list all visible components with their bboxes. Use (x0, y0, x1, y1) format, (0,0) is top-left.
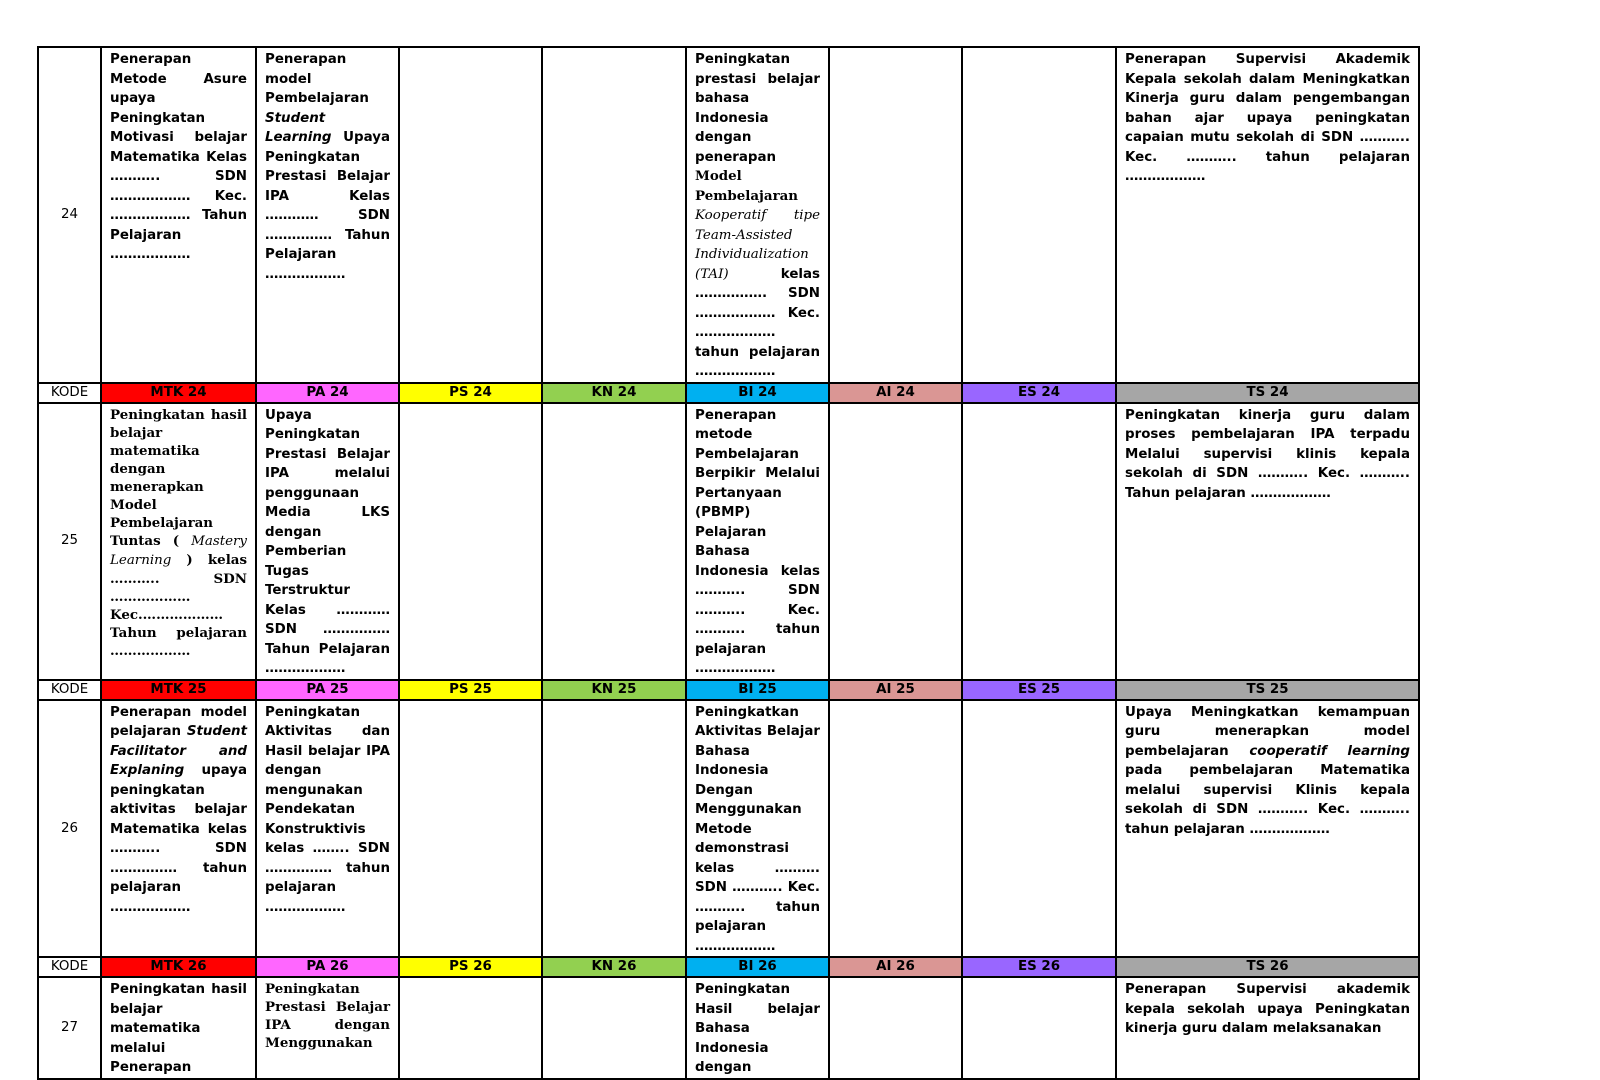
ai-topic (829, 977, 962, 1079)
bi-topic: Penerapan metode Pembelajaran Berpikir Melalui Pertanyaan (PBMP) Pelajaran Bahasa Indonesia kelas ……….. SDN ……….. Kec. ……….. tahun pelajaran ……………… (686, 403, 829, 680)
row-number: 24 (38, 47, 101, 383)
kode-row (38, 680, 1419, 700)
kn-topic (542, 403, 686, 680)
pa-topic: Peningkatan Aktivitas dan Hasil belajar IPA dengan mengunakan Pendekatan Konstruktivis kelas …….. SDN …………… tahun pelajaran ……………… (256, 700, 399, 958)
row-number: 27 (38, 977, 101, 1079)
ai-topic (829, 700, 962, 958)
ps-topic (399, 977, 542, 1079)
es-topic (962, 403, 1116, 680)
code-es: ES 24 (962, 383, 1116, 403)
code-mtk: MTK 25 (101, 680, 256, 700)
ai-topic (829, 403, 962, 680)
topic-row (38, 977, 1419, 1079)
kode-label: KODE (38, 680, 101, 700)
code-ts: TS 24 (1116, 383, 1419, 403)
mtk-topic: Penerapan model pelajaran Student Facilitator and Explaning upaya peningkatan aktivitas belajar Matematika kelas ……….. SDN …………… tahun pelajaran ……………… (101, 700, 256, 958)
topic-row (38, 700, 1419, 958)
code-kn: KN 24 (542, 383, 686, 403)
code-bi: BI 24 (686, 383, 829, 403)
topic-code-table (37, 46, 1420, 1080)
code-pa: PA 25 (256, 680, 399, 700)
code-kn: KN 26 (542, 957, 686, 977)
row-number: 26 (38, 700, 101, 958)
ts-topic: Peningkatan kinerja guru dalam proses pembelajaran IPA terpadu Melalui supervisi klinis kepala sekolah di SDN ……….. Kec. ……….. Tahun pelajaran ……………… (1116, 403, 1419, 680)
pa-topic: Upaya Peningkatan Prestasi Belajar IPA melalui penggunaan Media LKS dengan Pemberian Tugas Terstruktur Kelas ………… SDN …………… Tahun Pelajaran ……………… (256, 403, 399, 680)
kode-label: KODE (38, 383, 101, 403)
kode-label: KODE (38, 957, 101, 977)
bi-topic: Peningkatan Hasil belajar Bahasa Indonesia dengan (686, 977, 829, 1079)
kn-topic (542, 47, 686, 383)
bi-topic: Peningkatkan Aktivitas Belajar Bahasa Indonesia Dengan Menggunakan Metode demonstrasi kelas ………. SDN ……….. Kec. ……….. tahun pelajaran ……………… (686, 700, 829, 958)
kode-row (38, 383, 1419, 403)
kn-topic (542, 700, 686, 958)
ts-topic: Penerapan Supervisi akademik kepala sekolah upaya Peningkatan kinerja guru dalam melaksanakan (1116, 977, 1419, 1079)
code-ps: PS 25 (399, 680, 542, 700)
code-ts: TS 26 (1116, 957, 1419, 977)
ts-topic: Upaya Meningkatkan kemampuan guru menerapkan model pembelajaran cooperatif learning pada pembelajaran Matematika melalui supervisi Klinis kepala sekolah di SDN ……….. Kec. ……….. tahun pelajaran ……………… (1116, 700, 1419, 958)
code-ps: PS 24 (399, 383, 542, 403)
code-pa: PA 26 (256, 957, 399, 977)
code-bi: BI 25 (686, 680, 829, 700)
pa-topic: Penerapan model Pembelajaran Student Learning Upaya Peningkatan Prestasi Belajar IPA Kelas ………… SDN …………… Tahun Pelajaran ……………… (256, 47, 399, 383)
row-number: 25 (38, 403, 101, 680)
code-bi: BI 26 (686, 957, 829, 977)
code-ps: PS 26 (399, 957, 542, 977)
ps-topic (399, 403, 542, 680)
code-kn: KN 25 (542, 680, 686, 700)
kode-row (38, 957, 1419, 977)
topic-row (38, 47, 1419, 383)
code-ai: AI 26 (829, 957, 962, 977)
ts-topic: Penerapan Supervisi Akademik Kepala sekolah dalam Meningkatkan Kinerja guru dalam pengembangan bahan ajar upaya peningkatan capaian mutu sekolah di SDN ……….. Kec. ……….. tahun pelajaran ……………… (1116, 47, 1419, 383)
pa-topic: Peningkatan Prestasi Belajar IPA dengan Menggunakan (256, 977, 399, 1079)
code-mtk: MTK 26 (101, 957, 256, 977)
ps-topic (399, 700, 542, 958)
kn-topic (542, 977, 686, 1079)
code-ts: TS 25 (1116, 680, 1419, 700)
topic-row (38, 403, 1419, 680)
es-topic (962, 700, 1116, 958)
mtk-topic: Peningkatan hasil belajar matematika dengan menerapkan Model Pembelajaran Tuntas ( Mastery Learning ) kelas ……….. SDN ……………… Kec.……………… Tahun pelajaran ……………… (101, 403, 256, 680)
code-ai: AI 25 (829, 680, 962, 700)
code-es: ES 26 (962, 957, 1116, 977)
mtk-topic: Penerapan Metode Asure upaya Peningkatan Motivasi belajar Matematika Kelas ……….. SDN ……………… Kec. ……………… Tahun Pelajaran ……………… (101, 47, 256, 383)
code-ai: AI 24 (829, 383, 962, 403)
ai-topic (829, 47, 962, 383)
mtk-topic: Peningkatan hasil belajar matematika melalui Penerapan (101, 977, 256, 1079)
es-topic (962, 977, 1116, 1079)
code-mtk: MTK 24 (101, 383, 256, 403)
es-topic (962, 47, 1116, 383)
code-es: ES 25 (962, 680, 1116, 700)
ps-topic (399, 47, 542, 383)
bi-topic: Peningkatan prestasi belajar bahasa Indonesia dengan penerapan Model Pembelajaran Kooperatif tipe Team-Assisted Individualization (TAI) kelas ……………. SDN ……………… Kec. ……………… tahun pelajaran ……………… (686, 47, 829, 383)
code-pa: PA 24 (256, 383, 399, 403)
